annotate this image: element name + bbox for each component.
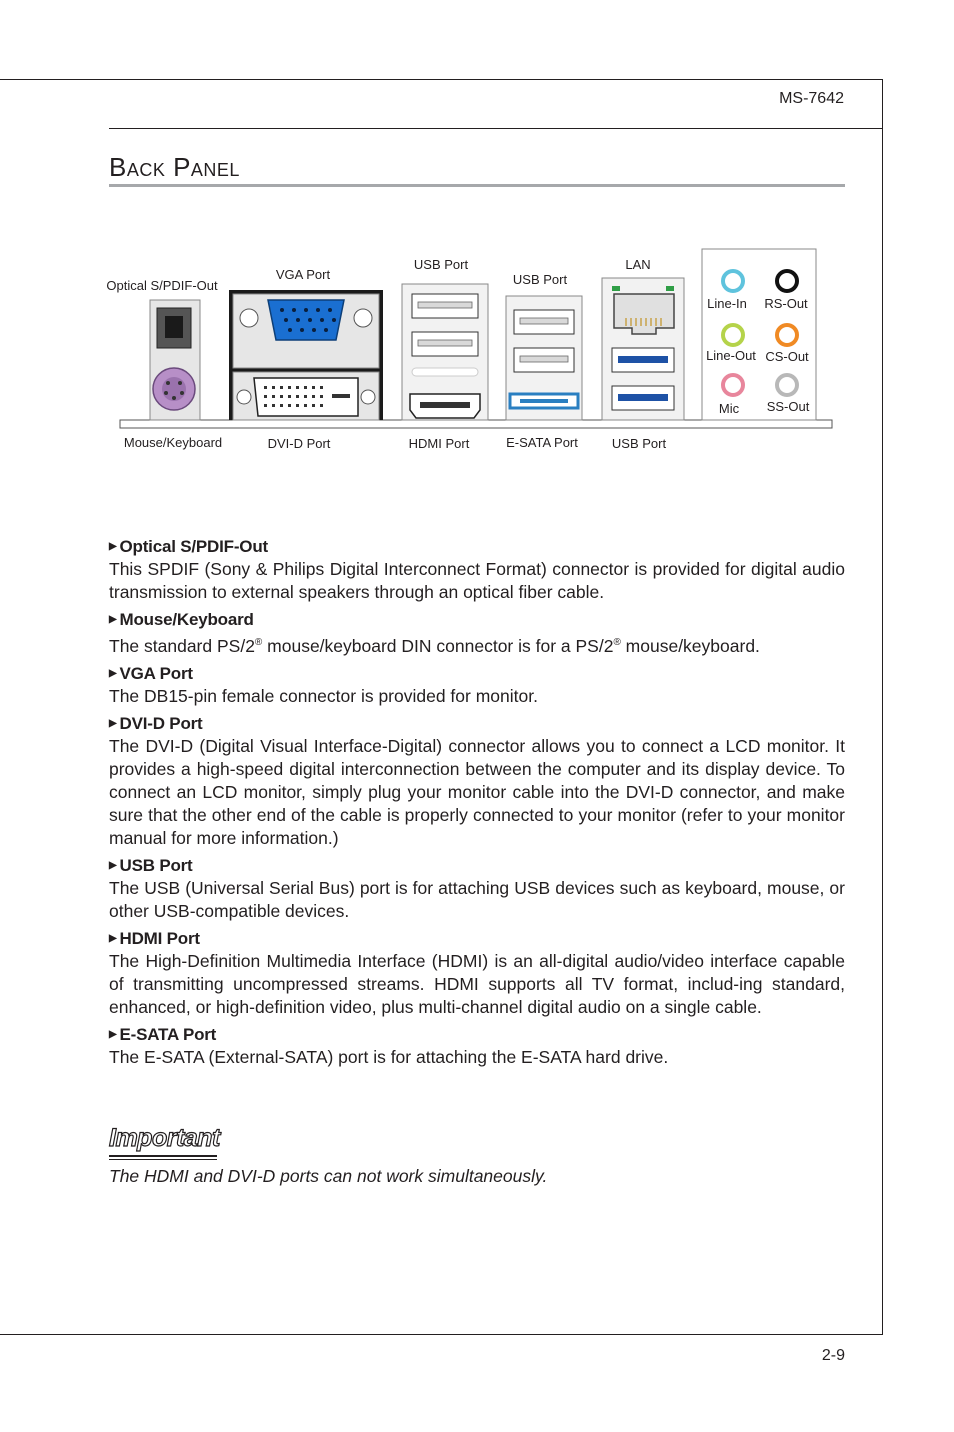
panel-base [120,420,832,428]
label-ss-out: SS-Out [766,399,810,414]
section-optical [109,535,845,604]
top-border [0,79,883,80]
label-optical: Optical S/PDIF-Out [106,278,218,293]
section-title-text: E-SATA Port [119,1024,217,1044]
rs-out-jack [777,271,797,291]
label-usb-bottom: USB Port [611,436,667,451]
section-title-text: USB Port [119,855,193,875]
section-title-text: Mouse/Keyboard [119,610,254,629]
section-title-text: VGA Port [119,663,193,683]
model-number: MS-7642 [779,90,844,107]
label-rs-out: RS-Out [764,296,808,311]
title-underline [109,184,845,187]
right-border [882,79,883,1334]
label-lan: LAN [625,257,651,272]
label-dvi: DVI-D Port [267,436,331,451]
bullet-arrow-icon: ▶ [109,1028,117,1040]
section-title [109,854,845,877]
registered-mark: ® [613,637,621,648]
label-mic: Mic [718,401,740,416]
section-title [109,535,845,558]
important-heading: Important [109,1124,220,1152]
section-usb [109,854,845,923]
mic-jack [723,375,743,395]
section-body: This SPDIF (Sony & Philips Digital Interconnect Format) connector is provided for digital audio transmission to external speakers through an optical fiber cable. [109,559,845,602]
section-body: The DVI-D (Digital Visual Interface-Digital) connector allows you to connect a LCD monitor. It provides a high-speed digital interconnection between the computer and its display device. To connect an LCD monitor, simply plug your monitor cable into the DVI-D connector, and make sure that the other end of the cable is properly connected to your monitor (refer to your monitor manual for more information.) [109,735,845,848]
cs-out-jack [777,325,797,345]
bullet-arrow-icon: ▶ [109,717,117,729]
header-divider [109,128,883,129]
section-title [109,662,845,685]
page-title: Back Panel [109,152,240,182]
section-mouse-keyboard [109,608,845,658]
section-hdmi [109,927,845,1019]
section-title-text: HDMI Port [119,928,200,948]
label-line-out: Line-Out [706,348,756,363]
usb-esata-block [506,296,582,420]
line-in-jack [723,271,743,291]
body-part: mouse/keyboard. [620,635,760,656]
vga-dvi-block [229,290,383,420]
important-underline [109,1155,217,1157]
section-vga [109,662,845,708]
section-title [109,927,845,950]
bullet-arrow-icon: ▶ [109,667,117,679]
important-text: The HDMI and DVI-D ports can not work simultaneously. [109,1166,548,1186]
lan-usb-block [602,278,684,420]
label-esata: E-SATA Port [506,435,578,450]
back-panel-diagram [96,246,836,462]
line-out-jack [723,325,743,345]
audio-block [702,249,816,420]
label-usb-mid: USB Port [512,272,568,287]
section-body: The E-SATA (External-SATA) port is for attaching the E-SATA hard drive. [109,1046,669,1067]
body-part: mouse/keyboard DIN connector is for a PS/2 [262,635,614,656]
bullet-arrow-icon: ▶ [109,614,117,625]
section-title [109,608,845,631]
usb-hdmi-block [402,284,488,420]
bullet-arrow-icon: ▶ [109,541,117,552]
lan-port [614,294,674,334]
bullet-arrow-icon: ▶ [109,859,117,871]
optical-ps2-block [150,300,200,420]
body-part: The standard PS/2 [109,635,255,656]
section-title [109,712,845,735]
section-body [109,631,845,658]
section-title [109,1023,845,1046]
port-descriptions [109,531,845,1069]
section-body: The High-Definition Multimedia Interface (HDMI) is an all-digital audio/video interface capable of transmitting uncompressed streams. HDMI supports all TV format, includ-ing standard, enhanced, or high-definition video, plus multi-channel digital audio on a single cable. [109,950,845,1017]
section-body: The DB15-pin female connector is provided for monitor. [109,685,538,706]
registered-mark: ® [254,637,263,648]
ss-out-jack [777,375,797,395]
section-dvi [109,712,845,850]
important-underline [109,1159,217,1160]
label-line-in: Line-In [707,296,747,311]
label-cs-out: CS-Out [765,349,809,364]
page-number: 2-9 [821,1347,845,1364]
label-hdmi: HDMI Port [408,436,470,451]
bottom-border [0,1334,883,1335]
label-mouse-kb: Mouse/Keyboard [123,435,223,450]
section-body: The USB (Universal Serial Bus) port is for attaching USB devices such as keyboard, mouse, or other USB-compatible devices. [109,877,845,921]
section-title-text: DVI-D Port [119,713,203,733]
label-usb-top: USB Port [413,257,469,272]
section-esata [109,1023,845,1069]
important-note [109,1124,547,1187]
section-title-text: Optical S/PDIF-Out [119,537,268,556]
bullet-arrow-icon: ▶ [109,932,117,944]
label-vga: VGA Port [275,267,331,282]
